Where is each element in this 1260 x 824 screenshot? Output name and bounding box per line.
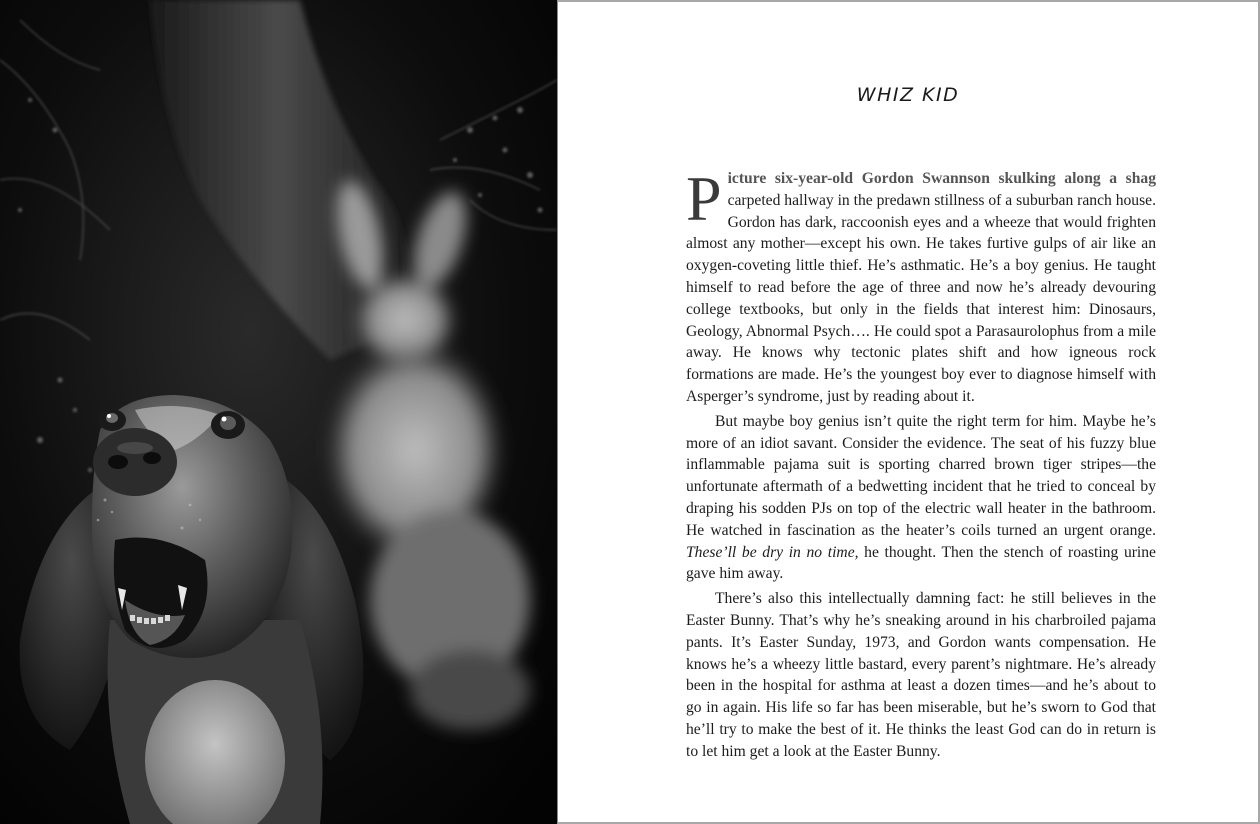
- text-page: [557, 0, 1260, 824]
- paragraph-2: [686, 411, 1156, 585]
- lead-in-text: icture six-year-old Gordon Swannson skulking along a shag: [727, 170, 1156, 187]
- paragraph-2-text-b: he thought. Then the stench of roasting urine gave him away.: [686, 543, 1156, 583]
- chapter-body: [686, 163, 1156, 766]
- paragraph-1-text: carpeted hallway in the predawn stillness of a suburban ranch house. Gordon has dark, raccoonish eyes and a wheeze that would frighten almost any mother—except his own. He takes furtive gulps of air like an oxygen-coveting little thief. He’s asthmatic. He’s a boy genius. He taught himself to read before the age of three and now he’s already devouring college textbooks, but only in the fields that interest him: Dinosaurs, Geology, Abnormal Psych…. He could spot a Parasaurolophus from a mile away. He knows why tectonic plates shift and how igneous rock formations are made. He’s the youngest boy ever to diagnose himself with Asperger’s syndrome, just by reading about it.: [686, 191, 1156, 405]
- paragraph-3-text: There’s also this intellectually damning fact: he still believes in the Easter Bunny. That’s why he’s sneaking around in his charbroiled pajama pants. It’s Easter Sunday, 1973, and Gordon wants compensation. He knows he’s a wheezy little bastard, every parent’s nightmare. He’s already been in the hospital for asthma at least a dozen times—and he’s about to go in again. His life so far has been miserable, but he’s sworn to God that he’ll try to make the best of it. He thinks the least God can do in return is to let him get a look at the Easter Bunny.: [686, 590, 1156, 760]
- photo-page: [0, 0, 557, 824]
- paragraph-2-italic: These’ll be dry in no time,: [686, 543, 859, 561]
- dog-photo: [0, 0, 557, 824]
- paragraph-1: [686, 163, 1156, 408]
- chapter-title: WHIZ KID: [856, 84, 960, 106]
- paragraph-3: [686, 588, 1156, 762]
- paragraph-2-text-a: But maybe boy genius isn’t quite the right term for him. Maybe he’s more of an idiot savant. Consider the evidence. The seat of his fuzzy blue inflammable pajama suit is sporting charred brown tiger stripes—the unfortunate aftermath of a bedwetting incident that he tried to conceal by draping his sodden PJs on top of the electric wall heater in the bathroom. He watched in fascination as the heater’s coils turned an urgent orange.: [686, 412, 1156, 539]
- drop-cap: P: [686, 163, 722, 234]
